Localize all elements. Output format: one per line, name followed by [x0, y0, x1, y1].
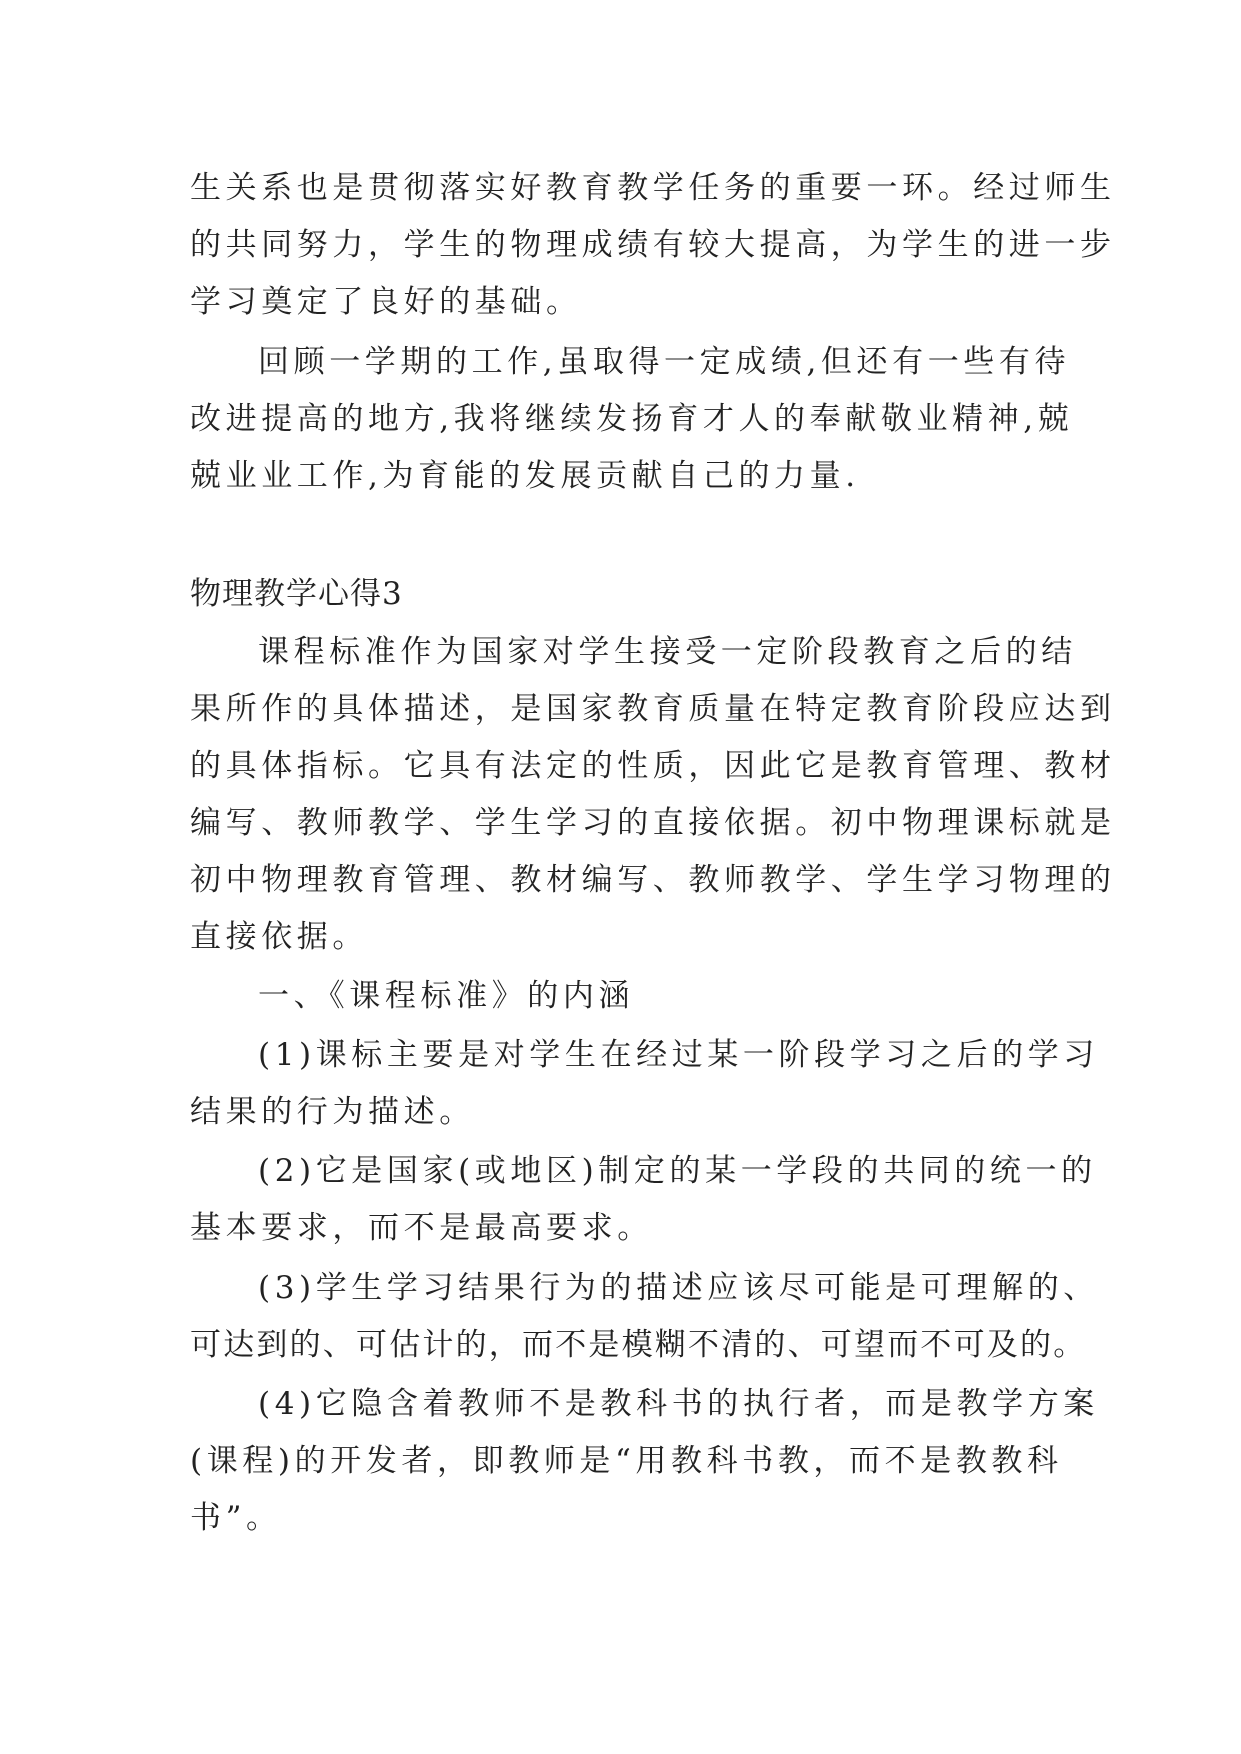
- text-line: 编写、教师教学、学生学习的直接依据。初中物理课标就是: [190, 805, 1116, 841]
- text-line: 课程标准作为国家对学生接受一定阶段教育之后的结: [258, 634, 1077, 670]
- section-title: 物理教学心得3: [190, 576, 403, 612]
- text-line: 学习奠定了良好的基础。: [190, 284, 582, 320]
- text-line: 回顾一学期的工作,虽取得一定成绩,但还有一些有待: [258, 344, 1071, 380]
- text-line: (2)它是国家(或地区)制定的某一学段的共同的统一的: [258, 1153, 1097, 1189]
- text-line: (3)学生学习结果行为的描述应该尽可能是可理解的、: [258, 1270, 1099, 1306]
- text-line: 兢业业工作,为育能的发展贡献自己的力量.: [190, 458, 860, 494]
- heading-connotation: 一、《课程标准》的内涵: [258, 978, 635, 1014]
- text-line: 可达到的、可估计的，而不是模糊不清的、可望而不可及的。: [190, 1327, 1087, 1363]
- text-line: (4)它隐含着教师不是教科书的执行者，而是教学方案: [258, 1386, 1099, 1422]
- text-line: 直接依据。: [190, 919, 368, 955]
- text-line: (课程)的开发者，即教师是“用教科书教，而不是教教科: [190, 1443, 1063, 1479]
- text-line: 初中物理教育管理、教材编写、教师教学、学生学习物理的: [190, 862, 1116, 898]
- text-line: 书”。: [190, 1500, 282, 1536]
- text-line: 果所作的具体描述，是国家教育质量在特定教育阶段应达到: [190, 691, 1116, 727]
- text-line: 的具体指标。它具有法定的性质，因此它是教育管理、教材: [190, 748, 1116, 784]
- text-line: (1)课标主要是对学生在经过某一阶段学习之后的学习: [258, 1037, 1099, 1073]
- text-line: 结果的行为描述。: [190, 1094, 475, 1130]
- text-line: 基本要求，而不是最高要求。: [190, 1210, 653, 1246]
- text-line: 的共同努力，学生的物理成绩有较大提高，为学生的进一步: [190, 227, 1116, 263]
- text-line: 改进提高的地方,我将继续发扬育才人的奉献敬业精神,兢: [190, 401, 1074, 437]
- text-line: 生关系也是贯彻落实好教育教学任务的重要一环。经过师生: [190, 170, 1116, 206]
